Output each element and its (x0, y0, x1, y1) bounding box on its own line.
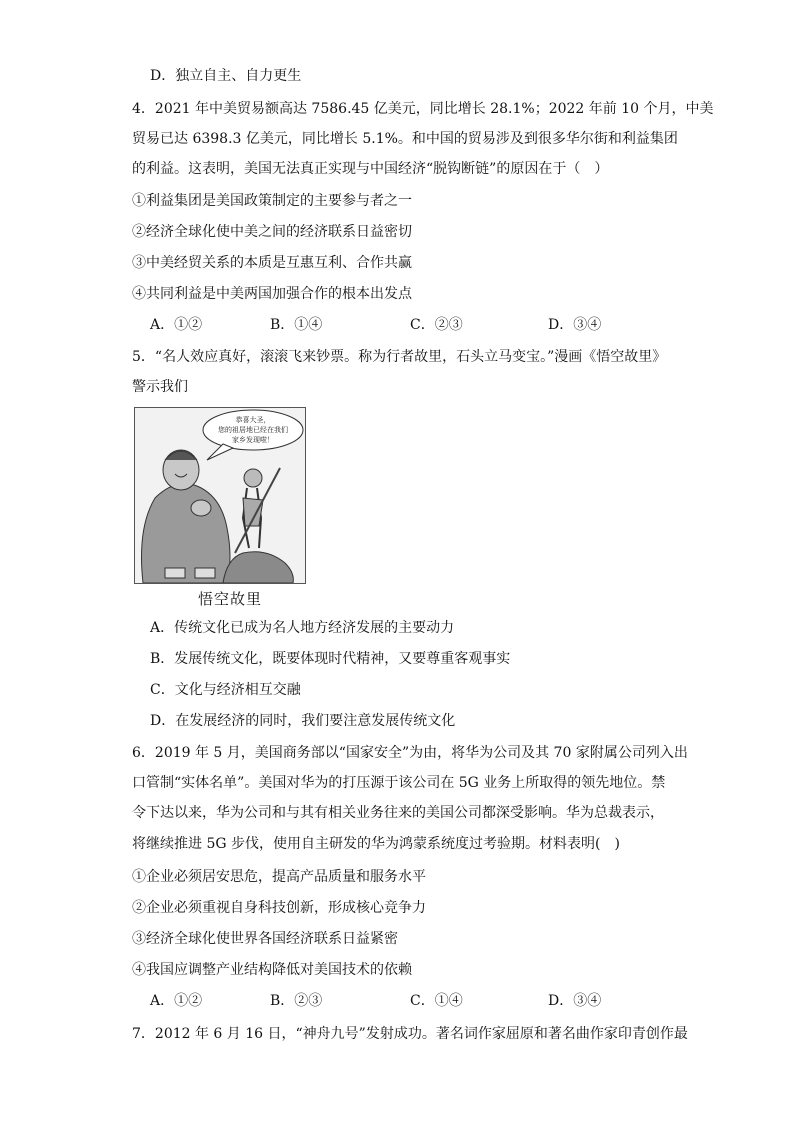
q4-option-a[interactable]: A．①② (150, 317, 203, 333)
bubble-text-2: 您的祖居地已经在我们 (218, 426, 288, 434)
q4-option-d[interactable]: D．③④ (548, 317, 602, 333)
q6-statement-1: ①企业必须居安思危，提高产品质量和服务水平 (132, 869, 426, 885)
q4-statement-4: ④共同利益是中美两国加强合作的根本出发点 (132, 286, 412, 302)
q6-statement-4: ④我国应调整产业结构降低对美国技术的依赖 (132, 962, 412, 978)
q6-options (150, 991, 630, 1011)
q5-option-a[interactable]: A．传统文化已成为名人地方经济发展的主要动力 (150, 620, 455, 636)
q5-stem-line-1: 5．“名人效应真好，滚滚飞来钞票。称为行者故里，石头立马变宝。”漫画《悟空故里》 (132, 349, 667, 365)
q6-option-b[interactable]: B．②③ (270, 993, 323, 1009)
q6-stem-line-4: 将继续推进 5G 步伐，使用自主研发的华为鸿蒙系统度过考验期。材料表明( ) (132, 836, 620, 852)
q5-stem-line-2: 警示我们 (132, 379, 188, 395)
q6-stem-line-1: 6．2019 年 5 月，美国商务部以“国家安全”为由，将华为公司及其 70 家附属公司列入出 (132, 745, 688, 761)
q6-option-a[interactable]: A．①② (150, 993, 203, 1009)
q4-stem-line-1: 4．2021 年中美贸易额高达 7586.45 亿美元，同比增长 28.1%；2022 年前 10 个月，中美 (132, 101, 714, 117)
q6-option-c[interactable]: C．①④ (410, 993, 463, 1009)
q3-option-d[interactable]: D．独立自主、自力更生 (150, 68, 302, 84)
q6-statement-3: ③经济全球化使世界各国经济联系日益紧密 (132, 931, 398, 947)
q5-option-c[interactable]: C．文化与经济相互交融 (150, 682, 301, 698)
q6-option-d[interactable]: D．③④ (548, 993, 602, 1009)
q4-stem-line-2: 贸易已达 6398.3 亿美元，同比增长 5.1%。和中国的贸易涉及到很多华尔街和利益集团 (132, 131, 678, 147)
q4-stem-line-3: 的利益。这表明，美国无法真正实现与中国经济“脱钩断链”的原因在于（ ） (132, 161, 609, 177)
q6-stem-line-3: 令下达以来，华为公司和与其有相关业务往来的美国公司都深受影响。华为总裁表示， (132, 805, 664, 821)
cartoon-image (134, 407, 306, 584)
q4-statement-2: ②经济全球化使中美之间的经济联系日益密切 (132, 224, 412, 240)
q6-statement-2: ②企业必须重视自身科技创新，形成核心竞争力 (132, 900, 426, 916)
bubble-text-1: 恭喜大圣， (235, 416, 271, 424)
q4-option-c[interactable]: C．②③ (410, 317, 463, 333)
q4-statement-3: ③中美经贸关系的本质是互惠互利、合作共赢 (132, 255, 412, 271)
bubble-text-3: 家乡发现啦！ (232, 436, 274, 444)
q5-option-d[interactable]: D．在发展经济的同时，我们要注意发展传统文化 (150, 713, 456, 729)
q4-options (150, 315, 630, 335)
q4-option-b[interactable]: B．①④ (270, 317, 323, 333)
q7-stem-line-1: 7．2012 年 6 月 16 日，“神舟九号”发射成功。著名词作家屈原和著名曲作家印青创作最 (132, 1026, 688, 1042)
q6-stem-line-2: 口管制“实体名单”。美国对华为的打压源于该公司在 5G 业务上所取得的领先地位。禁 (132, 775, 666, 791)
q4-statement-1: ①利益集团是美国政策制定的主要参与者之一 (132, 193, 412, 209)
q5-option-b[interactable]: B．发展传统文化，既要体现时代精神，又要尊重客观事实 (150, 651, 511, 667)
cartoon-caption: 悟空故里 (198, 590, 263, 608)
